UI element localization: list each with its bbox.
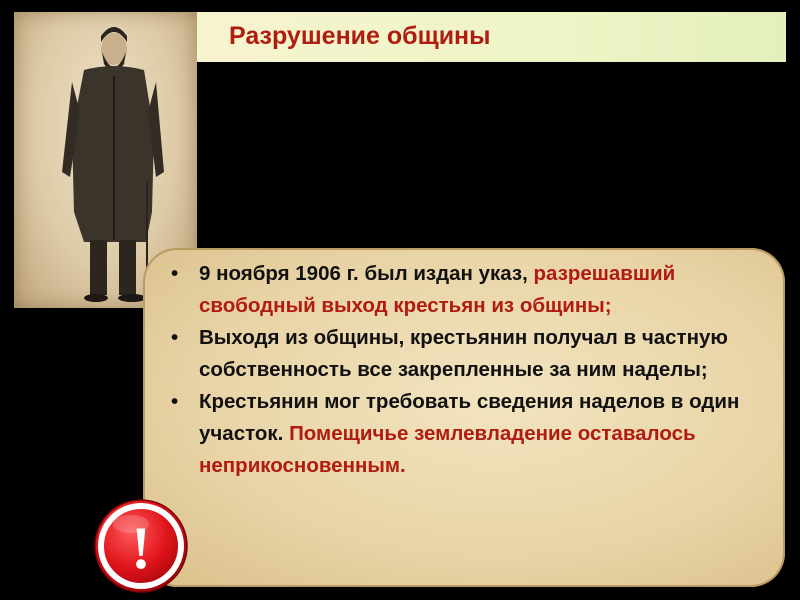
list-item-text: 9 ноября 1906 г. был издан указ, (199, 262, 528, 285)
bullet-icon: • (171, 262, 179, 285)
exclamation-icon (91, 496, 191, 596)
list-item (167, 386, 767, 482)
bullet-list (167, 258, 767, 482)
bullet-icon: • (171, 326, 179, 349)
list-item (167, 322, 767, 386)
page-title: Разрушение общины (229, 22, 491, 50)
list-item-text: Выходя из общины, крестьянин получал в частную собственность все закрепленные за ним наделы; (199, 326, 728, 381)
content-panel (143, 248, 785, 587)
list-item-text: Крестьянин мог требовать сведения наделов в один участок. (199, 390, 740, 445)
exclamation-glyph: ! (131, 515, 151, 581)
title-bar (197, 12, 786, 62)
list-item (167, 258, 767, 322)
list-item-highlight: разрешавший свободный выход крестьян из общины; (199, 262, 676, 317)
bullet-icon: • (171, 390, 179, 413)
list-item-highlight: Помещичье землевладение оставалось неприкосновенным. (199, 422, 696, 477)
